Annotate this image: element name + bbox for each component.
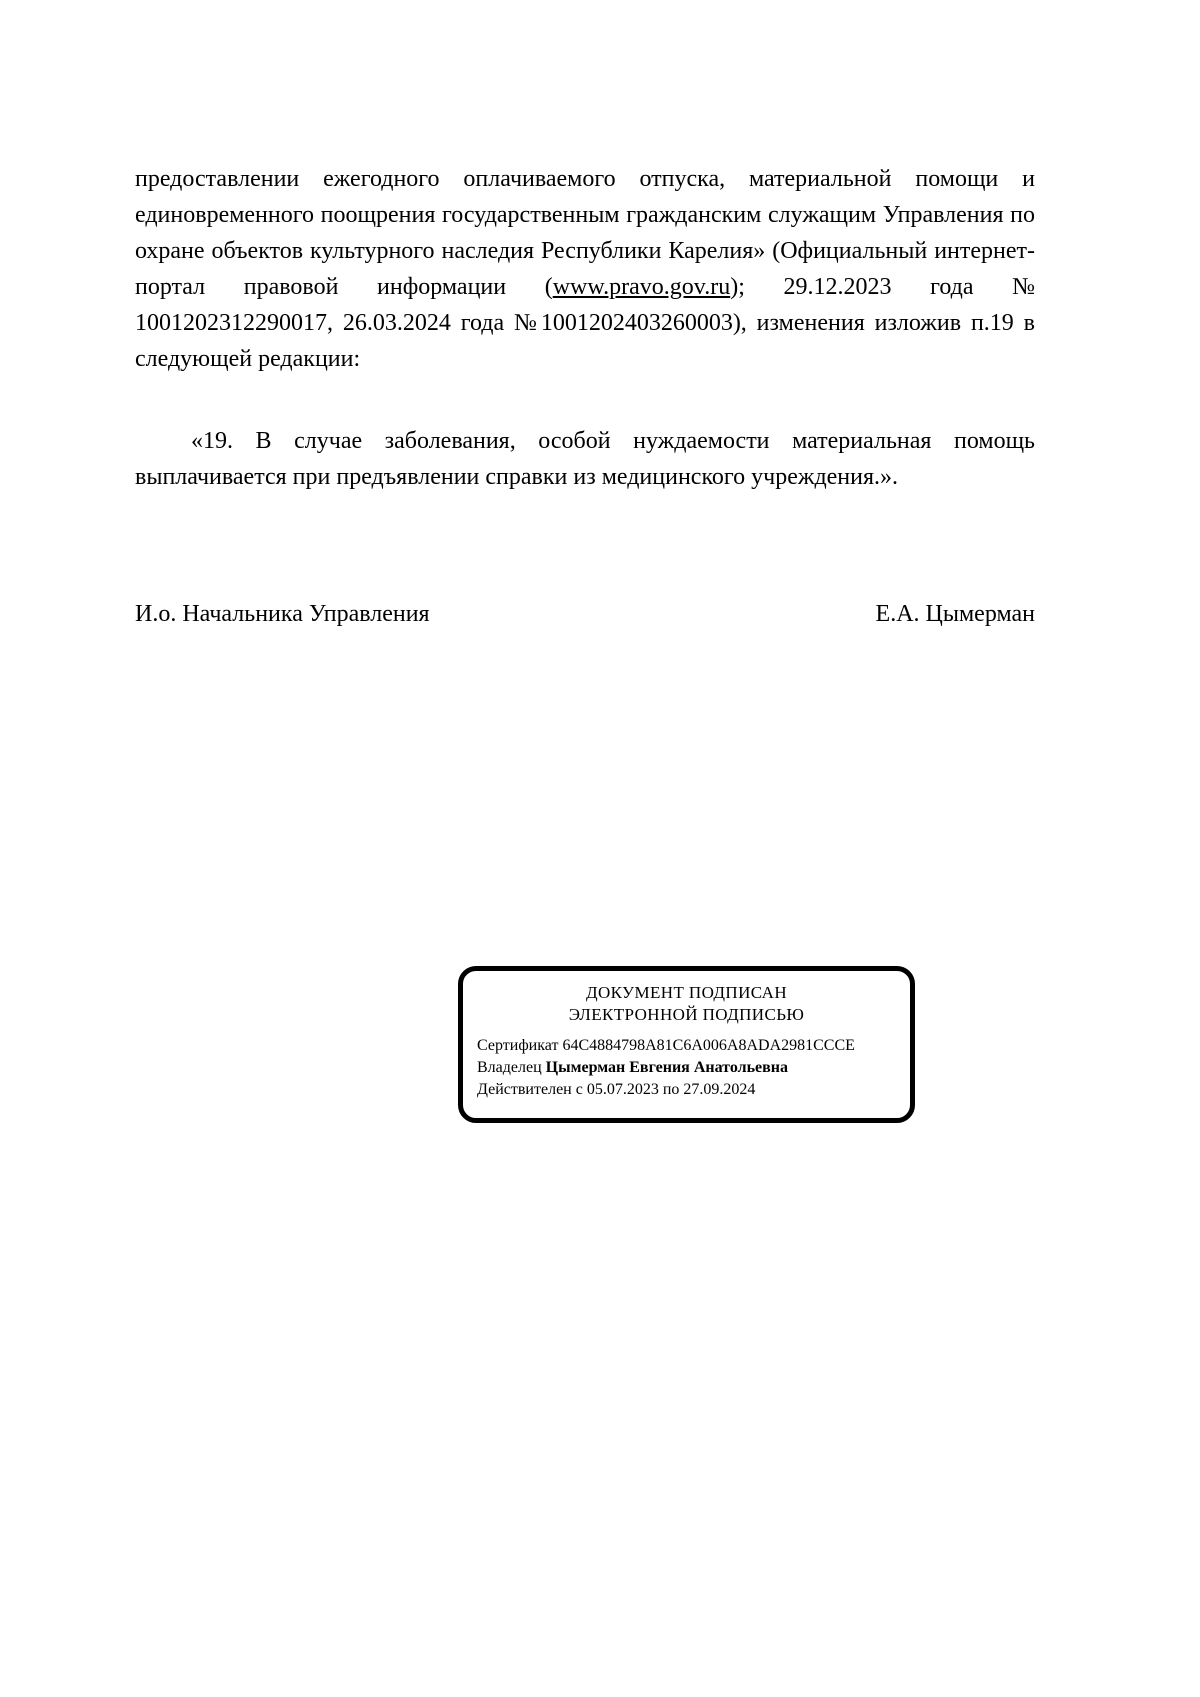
- certificate-value: 64C4884798A81C6A006A8ADA2981CCCE: [562, 1037, 855, 1054]
- document-body: [135, 161, 1035, 632]
- owner-name: Цымерман Евгения Анатольевна: [545, 1059, 789, 1076]
- pravo-gov-link[interactable]: www.pravo.gov.ru: [552, 274, 731, 300]
- signer-name: Е.А. Цымерман: [875, 601, 1035, 627]
- signature-row: [135, 596, 1035, 632]
- stamp-details: [477, 1035, 896, 1101]
- stamp-certificate-line: [477, 1035, 896, 1057]
- signer-role: И.о. Начальника Управления: [135, 601, 430, 627]
- owner-label: Владелец: [477, 1059, 542, 1076]
- validity-value: с 05.07.2023 по 27.09.2024: [575, 1081, 756, 1098]
- body-paragraph-2: «19. В случае заболевания, особой нуждаемости материальная помощь выплачивается при предъявлении справки из медицинского учреждения.».: [135, 428, 1035, 490]
- certificate-label: Сертификат: [477, 1037, 559, 1054]
- electronic-signature-stamp: [458, 966, 915, 1123]
- stamp-validity-line: [477, 1079, 896, 1101]
- stamp-title: [477, 982, 896, 1026]
- stamp-title-line-1: ДОКУМЕНТ ПОДПИСАН: [585, 983, 788, 1002]
- paragraph-1-text-after-link: ); 29.12.2023 года № 1001202312290017, 26.03.2024 года №1001202403260003), изменения изложив п.19 в следующей редакции:: [135, 274, 1035, 372]
- paragraph-1-text-before-link: предоставлении ежегодного оплачиваемого отпуска, материальной помощи и единовременного поощрения государственным гражданским служащим Управления по охране объектов культурного наследия Республики Карелия» (Официальный интернет-портал правовой информации (: [135, 166, 1035, 300]
- stamp-title-line-2: ЭЛЕКТРОННОЙ ПОДПИСЬЮ: [568, 1005, 805, 1024]
- body-paragraph-1: [135, 161, 1035, 377]
- stamp-owner-line: [477, 1057, 896, 1079]
- validity-label: Действителен: [477, 1081, 572, 1098]
